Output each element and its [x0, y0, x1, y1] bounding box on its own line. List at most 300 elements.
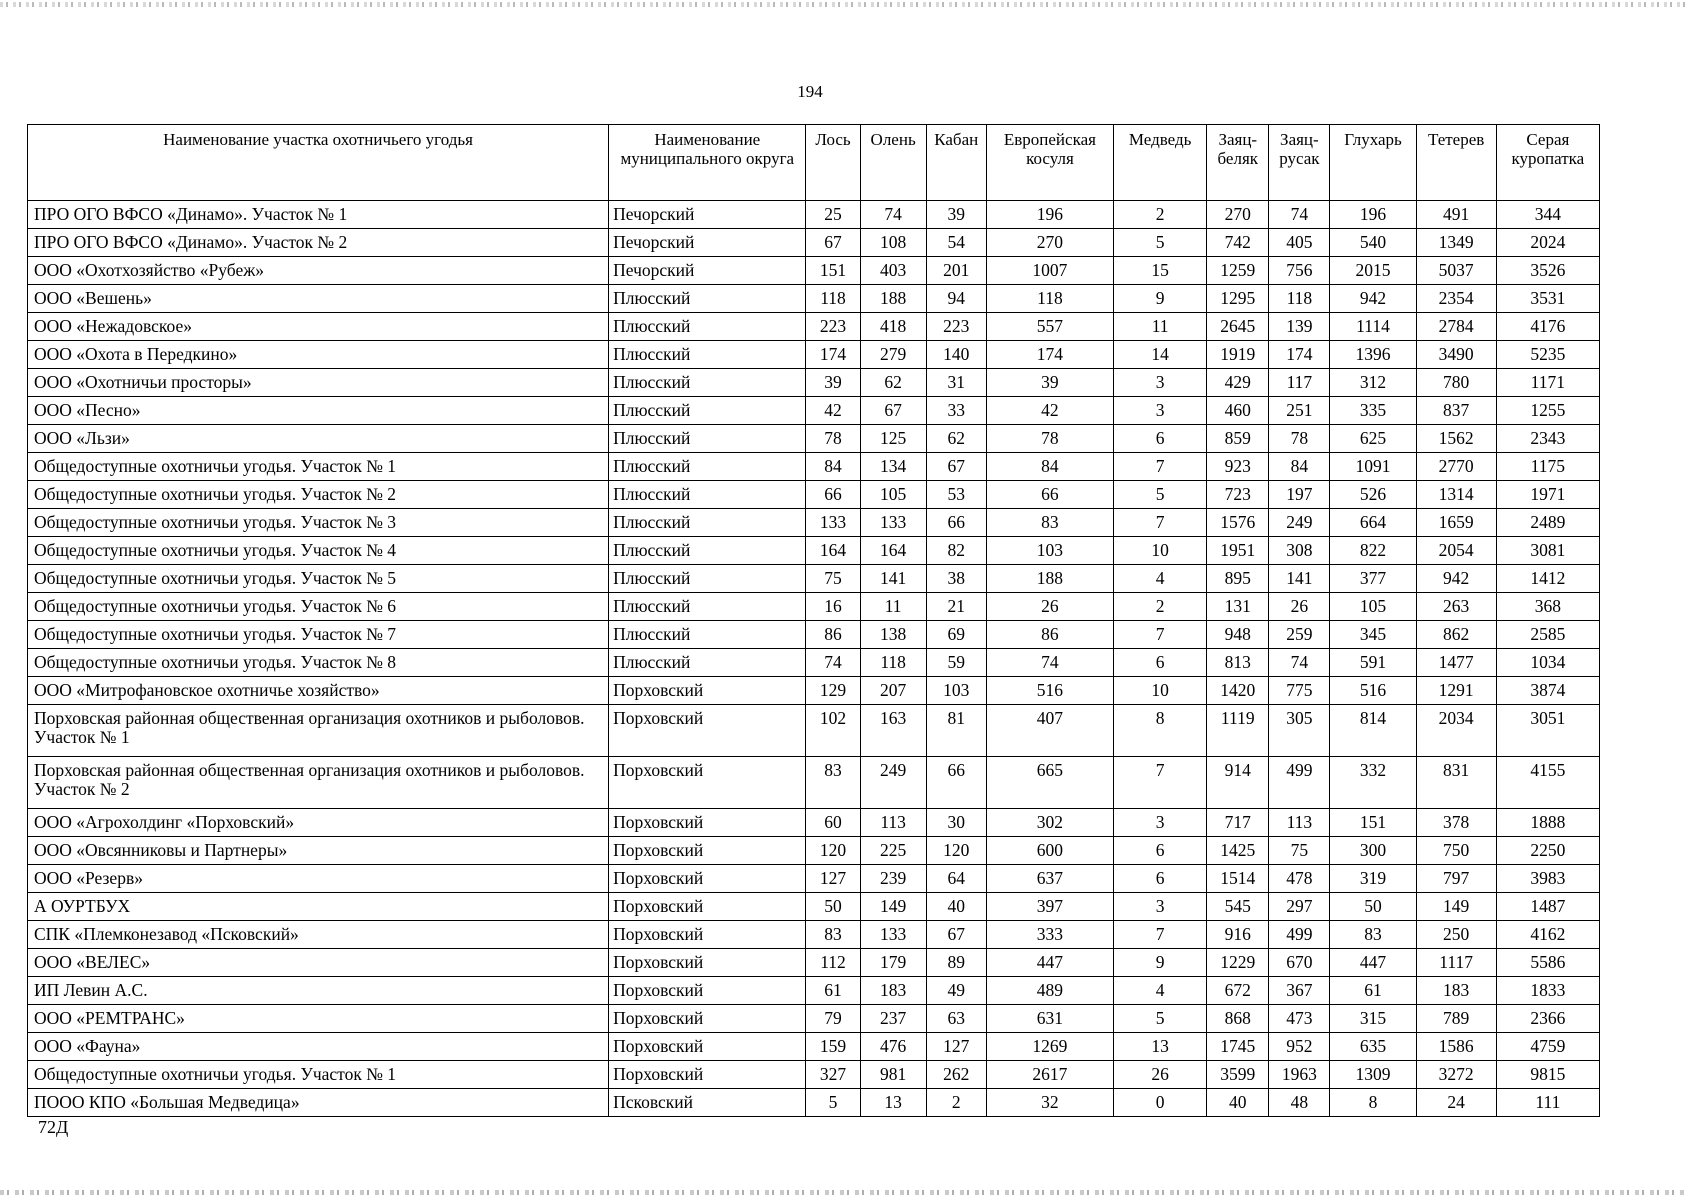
boar-count-cell: 81	[926, 705, 986, 757]
mountain-hare-count-cell: 3599	[1207, 1061, 1269, 1089]
elk-count-cell: 78	[806, 425, 860, 453]
roe-deer-count-cell: 174	[986, 341, 1113, 369]
elk-count-cell: 159	[806, 1033, 860, 1061]
elk-count-cell: 83	[806, 757, 860, 809]
district-cell: Порховский	[609, 949, 806, 977]
capercaillie-count-cell: 540	[1330, 229, 1416, 257]
mountain-hare-count-cell: 270	[1207, 201, 1269, 229]
boar-count-cell: 33	[926, 397, 986, 425]
table-row	[28, 1089, 1600, 1117]
scan-edge-top	[0, 2, 1686, 7]
elk-count-cell: 74	[806, 649, 860, 677]
table-row	[28, 677, 1600, 705]
mountain-hare-count-cell: 1951	[1207, 537, 1269, 565]
deer-count-cell: 225	[860, 837, 926, 865]
deer-count-cell: 138	[860, 621, 926, 649]
table-row	[28, 837, 1600, 865]
district-cell: Плюсский	[609, 369, 806, 397]
table-row	[28, 865, 1600, 893]
table-row	[28, 369, 1600, 397]
district-cell: Порховский	[609, 1005, 806, 1033]
roe-deer-count-cell: 32	[986, 1089, 1113, 1117]
deer-count-cell: 418	[860, 313, 926, 341]
header-brown-hare: Заяц-русак	[1269, 125, 1330, 201]
table-row	[28, 593, 1600, 621]
boar-count-cell: 201	[926, 257, 986, 285]
district-cell: Порховский	[609, 1033, 806, 1061]
elk-count-cell: 133	[806, 509, 860, 537]
deer-count-cell: 134	[860, 453, 926, 481]
table-row	[28, 921, 1600, 949]
black-grouse-count-cell: 1314	[1416, 481, 1496, 509]
plot-name-cell: ООО «Овсянниковы и Партнеры»	[28, 837, 609, 865]
bear-count-cell: 6	[1114, 649, 1207, 677]
bear-count-cell: 11	[1114, 313, 1207, 341]
bear-count-cell: 4	[1114, 977, 1207, 1005]
plot-name-cell: ООО «Песно»	[28, 397, 609, 425]
table-row	[28, 285, 1600, 313]
bear-count-cell: 3	[1114, 809, 1207, 837]
capercaillie-count-cell: 345	[1330, 621, 1416, 649]
header-district: Наименование муниципального округа	[609, 125, 806, 201]
boar-count-cell: 30	[926, 809, 986, 837]
capercaillie-count-cell: 105	[1330, 593, 1416, 621]
capercaillie-count-cell: 591	[1330, 649, 1416, 677]
mountain-hare-count-cell: 723	[1207, 481, 1269, 509]
boar-count-cell: 38	[926, 565, 986, 593]
bear-count-cell: 7	[1114, 757, 1207, 809]
table-row	[28, 1033, 1600, 1061]
table-row	[28, 977, 1600, 1005]
grey-partridge-count-cell: 2489	[1496, 509, 1599, 537]
table-row	[28, 313, 1600, 341]
plot-name-cell: ООО «Льзи»	[28, 425, 609, 453]
black-grouse-count-cell: 1117	[1416, 949, 1496, 977]
table-row	[28, 453, 1600, 481]
brown-hare-count-cell: 74	[1269, 649, 1330, 677]
capercaillie-count-cell: 447	[1330, 949, 1416, 977]
district-cell: Плюсский	[609, 621, 806, 649]
deer-count-cell: 188	[860, 285, 926, 313]
table-row	[28, 565, 1600, 593]
roe-deer-count-cell: 84	[986, 453, 1113, 481]
brown-hare-count-cell: 139	[1269, 313, 1330, 341]
grey-partridge-count-cell: 111	[1496, 1089, 1599, 1117]
grey-partridge-count-cell: 3526	[1496, 257, 1599, 285]
hunting-grounds-table	[27, 124, 1600, 1117]
black-grouse-count-cell: 3272	[1416, 1061, 1496, 1089]
grey-partridge-count-cell: 2250	[1496, 837, 1599, 865]
elk-count-cell: 66	[806, 481, 860, 509]
roe-deer-count-cell: 407	[986, 705, 1113, 757]
plot-name-cell: ООО «Митрофановское охотничье хозяйство»	[28, 677, 609, 705]
table-row	[28, 649, 1600, 677]
black-grouse-count-cell: 378	[1416, 809, 1496, 837]
bear-count-cell: 3	[1114, 893, 1207, 921]
capercaillie-count-cell: 664	[1330, 509, 1416, 537]
boar-count-cell: 62	[926, 425, 986, 453]
black-grouse-count-cell: 1477	[1416, 649, 1496, 677]
black-grouse-count-cell: 797	[1416, 865, 1496, 893]
plot-name-cell: Общедоступные охотничьи угодья. Участок № 1	[28, 1061, 609, 1089]
grey-partridge-count-cell: 2024	[1496, 229, 1599, 257]
table-row	[28, 893, 1600, 921]
grey-partridge-count-cell: 1487	[1496, 893, 1599, 921]
brown-hare-count-cell: 75	[1269, 837, 1330, 865]
boar-count-cell: 39	[926, 201, 986, 229]
header-deer: Олень	[860, 125, 926, 201]
black-grouse-count-cell: 1562	[1416, 425, 1496, 453]
header-capercaillie: Глухарь	[1330, 125, 1416, 201]
plot-name-cell: СПК «Племконезавод «Псковский»	[28, 921, 609, 949]
bear-count-cell: 6	[1114, 865, 1207, 893]
district-cell: Плюсский	[609, 313, 806, 341]
elk-count-cell: 151	[806, 257, 860, 285]
grey-partridge-count-cell: 1412	[1496, 565, 1599, 593]
plot-name-cell: ООО «Фауна»	[28, 1033, 609, 1061]
mountain-hare-count-cell: 672	[1207, 977, 1269, 1005]
plot-name-cell: ИП Левин А.С.	[28, 977, 609, 1005]
deer-count-cell: 163	[860, 705, 926, 757]
black-grouse-count-cell: 250	[1416, 921, 1496, 949]
grey-partridge-count-cell: 1171	[1496, 369, 1599, 397]
mountain-hare-count-cell: 916	[1207, 921, 1269, 949]
plot-name-cell: ООО «Вешень»	[28, 285, 609, 313]
elk-count-cell: 164	[806, 537, 860, 565]
district-cell: Плюсский	[609, 649, 806, 677]
header-black-grouse: Тетерев	[1416, 125, 1496, 201]
capercaillie-count-cell: 300	[1330, 837, 1416, 865]
mountain-hare-count-cell: 1119	[1207, 705, 1269, 757]
roe-deer-count-cell: 489	[986, 977, 1113, 1005]
black-grouse-count-cell: 3490	[1416, 341, 1496, 369]
roe-deer-count-cell: 637	[986, 865, 1113, 893]
elk-count-cell: 25	[806, 201, 860, 229]
district-cell: Порховский	[609, 921, 806, 949]
plot-name-cell: Общедоступные охотничьи угодья. Участок № 5	[28, 565, 609, 593]
elk-count-cell: 120	[806, 837, 860, 865]
roe-deer-count-cell: 333	[986, 921, 1113, 949]
district-cell: Плюсский	[609, 537, 806, 565]
capercaillie-count-cell: 377	[1330, 565, 1416, 593]
deer-count-cell: 118	[860, 649, 926, 677]
grey-partridge-count-cell: 2366	[1496, 1005, 1599, 1033]
bear-count-cell: 0	[1114, 1089, 1207, 1117]
district-cell: Порховский	[609, 1061, 806, 1089]
capercaillie-count-cell: 83	[1330, 921, 1416, 949]
brown-hare-count-cell: 249	[1269, 509, 1330, 537]
grey-partridge-count-cell: 4155	[1496, 757, 1599, 809]
bear-count-cell: 9	[1114, 285, 1207, 313]
grey-partridge-count-cell: 4162	[1496, 921, 1599, 949]
table-row	[28, 537, 1600, 565]
grey-partridge-count-cell: 1833	[1496, 977, 1599, 1005]
district-cell: Плюсский	[609, 425, 806, 453]
roe-deer-count-cell: 665	[986, 757, 1113, 809]
district-cell: Порховский	[609, 837, 806, 865]
plot-name-cell: Общедоступные охотничьи угодья. Участок № 2	[28, 481, 609, 509]
black-grouse-count-cell: 862	[1416, 621, 1496, 649]
mountain-hare-count-cell: 40	[1207, 1089, 1269, 1117]
boar-count-cell: 54	[926, 229, 986, 257]
grey-partridge-count-cell: 4176	[1496, 313, 1599, 341]
brown-hare-count-cell: 78	[1269, 425, 1330, 453]
brown-hare-count-cell: 775	[1269, 677, 1330, 705]
black-grouse-count-cell: 2784	[1416, 313, 1496, 341]
table-header-row	[28, 125, 1600, 201]
grey-partridge-count-cell: 1175	[1496, 453, 1599, 481]
capercaillie-count-cell: 814	[1330, 705, 1416, 757]
district-cell: Порховский	[609, 977, 806, 1005]
brown-hare-count-cell: 367	[1269, 977, 1330, 1005]
district-cell: Плюсский	[609, 341, 806, 369]
bear-count-cell: 6	[1114, 425, 1207, 453]
brown-hare-count-cell: 84	[1269, 453, 1330, 481]
mountain-hare-count-cell: 1420	[1207, 677, 1269, 705]
district-cell: Порховский	[609, 677, 806, 705]
elk-count-cell: 79	[806, 1005, 860, 1033]
elk-count-cell: 129	[806, 677, 860, 705]
grey-partridge-count-cell: 1034	[1496, 649, 1599, 677]
header-bear: Медведь	[1114, 125, 1207, 201]
elk-count-cell: 223	[806, 313, 860, 341]
roe-deer-count-cell: 118	[986, 285, 1113, 313]
mountain-hare-count-cell: 1295	[1207, 285, 1269, 313]
plot-name-cell: ООО «Охотхозяйство «Рубеж»	[28, 257, 609, 285]
roe-deer-count-cell: 397	[986, 893, 1113, 921]
table-row	[28, 201, 1600, 229]
black-grouse-count-cell: 942	[1416, 565, 1496, 593]
table-row	[28, 705, 1600, 757]
elk-count-cell: 75	[806, 565, 860, 593]
table-body	[28, 201, 1600, 1117]
page-number: 194	[797, 82, 823, 101]
capercaillie-count-cell: 8	[1330, 1089, 1416, 1117]
boar-count-cell: 49	[926, 977, 986, 1005]
roe-deer-count-cell: 1269	[986, 1033, 1113, 1061]
bear-count-cell: 10	[1114, 677, 1207, 705]
bear-count-cell: 15	[1114, 257, 1207, 285]
capercaillie-count-cell: 1114	[1330, 313, 1416, 341]
brown-hare-count-cell: 1963	[1269, 1061, 1330, 1089]
table-row	[28, 757, 1600, 809]
header-grey-partridge: Серая куропатка	[1496, 125, 1599, 201]
elk-count-cell: 67	[806, 229, 860, 257]
brown-hare-count-cell: 405	[1269, 229, 1330, 257]
black-grouse-count-cell: 789	[1416, 1005, 1496, 1033]
boar-count-cell: 63	[926, 1005, 986, 1033]
black-grouse-count-cell: 2054	[1416, 537, 1496, 565]
roe-deer-count-cell: 2617	[986, 1061, 1113, 1089]
district-cell: Плюсский	[609, 565, 806, 593]
boar-count-cell: 94	[926, 285, 986, 313]
header-elk: Лось	[806, 125, 860, 201]
capercaillie-count-cell: 61	[1330, 977, 1416, 1005]
boar-count-cell: 82	[926, 537, 986, 565]
grey-partridge-count-cell: 3983	[1496, 865, 1599, 893]
table-row	[28, 229, 1600, 257]
deer-count-cell: 113	[860, 809, 926, 837]
district-cell: Печорский	[609, 201, 806, 229]
mountain-hare-count-cell: 1576	[1207, 509, 1269, 537]
deer-count-cell: 13	[860, 1089, 926, 1117]
brown-hare-count-cell: 26	[1269, 593, 1330, 621]
brown-hare-count-cell: 305	[1269, 705, 1330, 757]
deer-count-cell: 141	[860, 565, 926, 593]
grey-partridge-count-cell: 9815	[1496, 1061, 1599, 1089]
grey-partridge-count-cell: 3051	[1496, 705, 1599, 757]
boar-count-cell: 67	[926, 921, 986, 949]
capercaillie-count-cell: 319	[1330, 865, 1416, 893]
plot-name-cell: Порховская районная общественная организация охотников и рыболовов. Участок № 2	[28, 757, 609, 809]
deer-count-cell: 67	[860, 397, 926, 425]
table-row	[28, 809, 1600, 837]
mountain-hare-count-cell: 1745	[1207, 1033, 1269, 1061]
brown-hare-count-cell: 174	[1269, 341, 1330, 369]
grey-partridge-count-cell: 3531	[1496, 285, 1599, 313]
deer-count-cell: 11	[860, 593, 926, 621]
capercaillie-count-cell: 625	[1330, 425, 1416, 453]
table-row	[28, 1005, 1600, 1033]
plot-name-cell: Общедоступные охотничьи угодья. Участок № 3	[28, 509, 609, 537]
boar-count-cell: 262	[926, 1061, 986, 1089]
boar-count-cell: 66	[926, 509, 986, 537]
deer-count-cell: 183	[860, 977, 926, 1005]
bear-count-cell: 5	[1114, 481, 1207, 509]
bear-count-cell: 2	[1114, 201, 1207, 229]
elk-count-cell: 61	[806, 977, 860, 1005]
elk-count-cell: 112	[806, 949, 860, 977]
boar-count-cell: 31	[926, 369, 986, 397]
roe-deer-count-cell: 86	[986, 621, 1113, 649]
brown-hare-count-cell: 473	[1269, 1005, 1330, 1033]
boar-count-cell: 127	[926, 1033, 986, 1061]
bear-count-cell: 9	[1114, 949, 1207, 977]
boar-count-cell: 89	[926, 949, 986, 977]
deer-count-cell: 279	[860, 341, 926, 369]
bear-count-cell: 3	[1114, 397, 1207, 425]
capercaillie-count-cell: 315	[1330, 1005, 1416, 1033]
plot-name-cell: ООО «РЕМТРАНС»	[28, 1005, 609, 1033]
plot-name-cell: ПРО ОГО ВФСО «Динамо». Участок № 2	[28, 229, 609, 257]
elk-count-cell: 42	[806, 397, 860, 425]
black-grouse-count-cell: 750	[1416, 837, 1496, 865]
plot-name-cell: ПРО ОГО ВФСО «Динамо». Участок № 1	[28, 201, 609, 229]
mountain-hare-count-cell: 914	[1207, 757, 1269, 809]
boar-count-cell: 67	[926, 453, 986, 481]
boar-count-cell: 120	[926, 837, 986, 865]
brown-hare-count-cell: 499	[1269, 757, 1330, 809]
bear-count-cell: 6	[1114, 837, 1207, 865]
mountain-hare-count-cell: 742	[1207, 229, 1269, 257]
boar-count-cell: 59	[926, 649, 986, 677]
black-grouse-count-cell: 837	[1416, 397, 1496, 425]
black-grouse-count-cell: 263	[1416, 593, 1496, 621]
capercaillie-count-cell: 526	[1330, 481, 1416, 509]
capercaillie-count-cell: 1091	[1330, 453, 1416, 481]
boar-count-cell: 140	[926, 341, 986, 369]
roe-deer-count-cell: 83	[986, 509, 1113, 537]
black-grouse-count-cell: 2770	[1416, 453, 1496, 481]
district-cell: Порховский	[609, 865, 806, 893]
scan-edge-bottom	[0, 1190, 1686, 1195]
boar-count-cell: 40	[926, 893, 986, 921]
roe-deer-count-cell: 557	[986, 313, 1113, 341]
capercaillie-count-cell: 50	[1330, 893, 1416, 921]
district-cell: Печорский	[609, 229, 806, 257]
district-cell: Плюсский	[609, 509, 806, 537]
black-grouse-count-cell: 183	[1416, 977, 1496, 1005]
mountain-hare-count-cell: 859	[1207, 425, 1269, 453]
grey-partridge-count-cell: 2585	[1496, 621, 1599, 649]
capercaillie-count-cell: 1309	[1330, 1061, 1416, 1089]
boar-count-cell: 69	[926, 621, 986, 649]
brown-hare-count-cell: 74	[1269, 201, 1330, 229]
roe-deer-count-cell: 196	[986, 201, 1113, 229]
roe-deer-count-cell: 302	[986, 809, 1113, 837]
mountain-hare-count-cell: 717	[1207, 809, 1269, 837]
district-cell: Порховский	[609, 705, 806, 757]
bear-count-cell: 7	[1114, 921, 1207, 949]
grey-partridge-count-cell: 1971	[1496, 481, 1599, 509]
plot-name-cell: Общедоступные охотничьи угодья. Участок № 7	[28, 621, 609, 649]
deer-count-cell: 62	[860, 369, 926, 397]
deer-count-cell: 403	[860, 257, 926, 285]
bear-count-cell: 13	[1114, 1033, 1207, 1061]
plot-name-cell: А ОУРТБУХ	[28, 893, 609, 921]
black-grouse-count-cell: 831	[1416, 757, 1496, 809]
district-cell: Плюсский	[609, 453, 806, 481]
elk-count-cell: 327	[806, 1061, 860, 1089]
elk-count-cell: 16	[806, 593, 860, 621]
deer-count-cell: 476	[860, 1033, 926, 1061]
plot-name-cell: Общедоступные охотничьи угодья. Участок № 1	[28, 453, 609, 481]
grey-partridge-count-cell: 5586	[1496, 949, 1599, 977]
black-grouse-count-cell: 780	[1416, 369, 1496, 397]
plot-name-cell: Общедоступные охотничьи угодья. Участок № 4	[28, 537, 609, 565]
boar-count-cell: 66	[926, 757, 986, 809]
footer-code: 72Д	[38, 1117, 69, 1137]
elk-count-cell: 60	[806, 809, 860, 837]
table-row	[28, 509, 1600, 537]
roe-deer-count-cell: 26	[986, 593, 1113, 621]
capercaillie-count-cell: 196	[1330, 201, 1416, 229]
deer-count-cell: 105	[860, 481, 926, 509]
district-cell: Плюсский	[609, 593, 806, 621]
bear-count-cell: 8	[1114, 705, 1207, 757]
bear-count-cell: 7	[1114, 509, 1207, 537]
brown-hare-count-cell: 259	[1269, 621, 1330, 649]
black-grouse-count-cell: 2034	[1416, 705, 1496, 757]
plot-name-cell: ООО «ВЕЛЕС»	[28, 949, 609, 977]
mountain-hare-count-cell: 1425	[1207, 837, 1269, 865]
black-grouse-count-cell: 24	[1416, 1089, 1496, 1117]
brown-hare-count-cell: 141	[1269, 565, 1330, 593]
plot-name-cell: ООО «Охота в Передкино»	[28, 341, 609, 369]
bear-count-cell: 5	[1114, 1005, 1207, 1033]
mountain-hare-count-cell: 895	[1207, 565, 1269, 593]
black-grouse-count-cell: 149	[1416, 893, 1496, 921]
capercaillie-count-cell: 942	[1330, 285, 1416, 313]
grey-partridge-count-cell: 3874	[1496, 677, 1599, 705]
brown-hare-count-cell: 48	[1269, 1089, 1330, 1117]
district-cell: Порховский	[609, 809, 806, 837]
plot-name-cell: ООО «Агрохолдинг «Порховский»	[28, 809, 609, 837]
grey-partridge-count-cell: 368	[1496, 593, 1599, 621]
table-row	[28, 257, 1600, 285]
elk-count-cell: 83	[806, 921, 860, 949]
district-cell: Печорский	[609, 257, 806, 285]
